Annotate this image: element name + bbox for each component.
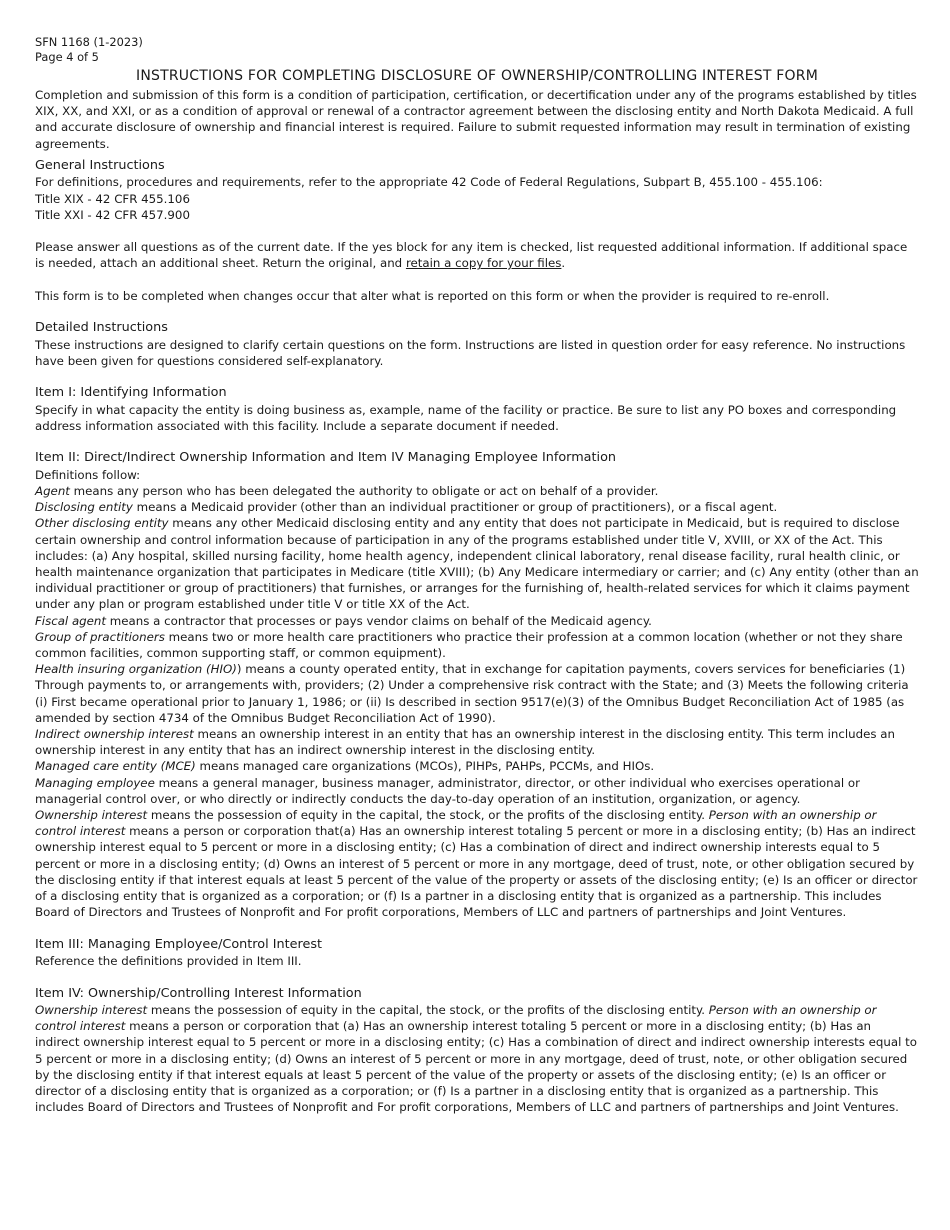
detailed-instructions-text: These instructions are designed to clarify certain questions on the form. Instructions are listed in question order for easy reference. No instructions have been given for questions considered self-explanatory. — [35, 337, 906, 368]
item-4-ownership-definition — [35, 1002, 919, 1115]
definition-text: ) means a county operated entity, that in exchange for capitation payments, covers services for beneficiaries (1) Through payments to, or arrangements with, providers; (2) Under a comprehensive risk contract with the State; and (3) Meets the following criteria (i) First became operational prior to January 1, 1986; or (ii) Is described in section 9517(e)(3) of the Omnibus Budget Reconciliation Act of 1985 (as amended by section 4734 of the Omnibus Budget Reconciliation Act of 1990). — [35, 662, 909, 725]
detailed-instructions-heading: Detailed Instructions — [35, 320, 168, 336]
definition-term: Ownership interest — [35, 808, 148, 823]
item-1-text: Specify in what capacity the entity is doing business as, example, name of the facility or practice. Be sure to list any PO boxes and corresponding address information associated with this facility. Include a separate document if needed. — [35, 402, 897, 433]
instructions-page — [35, 35, 919, 1115]
answer-text: Please answer all questions as of the current date. If the yes block for any item is checked, list requested additional information. If additional space is needed, attach an additional sheet. Return the original, and — [35, 240, 908, 271]
definition-text: means any other Medicaid disclosing entity and any entity that does not participate in Medicaid, but is required to disclose certain ownership and control information because of participation in any of the programs established under title V, XVIII, or XX of the Act. This includes: (a) Any hospital, skilled nursing facility, home health agency, independent clinical laboratory, renal disease facility, rural health clinic, or health maintenance organization that participates in Medicare (title XVIII); (b) Any Medicare intermediary or carrier; and (c) Any entity (other than an individual practitioner or group of practitioners) that furnishes, or arranges for the furnishing of, health-related services for which it claims payment under any plan or program established under title V or title XX of the Act. — [35, 516, 919, 612]
changes-note: This form is to be completed when changes occur that alter what is reported on this form or when the provider is required to re-enroll. — [35, 288, 830, 303]
definition-term: Managed care entity (MCE) — [35, 759, 196, 774]
definition-term: Ownership interest — [35, 1003, 148, 1018]
definition-term: Person with an ownership or control interest — [35, 808, 877, 839]
title-xix-reference: Title XIX - 42 CFR 455.106 — [35, 191, 190, 206]
definition-ownership-interest — [35, 807, 919, 920]
definition-managing-employee — [35, 775, 919, 807]
definition-fiscal-agent — [35, 613, 919, 629]
definition-text: means an ownership interest in an entity that has an ownership interest in the disclosing entity. This term includes an ownership interest in any entity that has an indirect ownership interest in the disclosing entity. — [35, 727, 895, 758]
definition-text: means a person or corporation that(a) Has an ownership interest totaling 5 percent or more in a disclosing entity; (b) Has an indirect ownership interest equal to 5 percent or more in a disclosing entity; (c) Has a combination of direct and indirect ownership interests equal to 5 percent or more in a disclosing entity; (d) Owns an interest of 5 percent or more in any mortgage, deed of trust, note, or other obligation secured by the disclosing entity if that interest equals at least 5 percent of the value of the property or assets of the disclosing entity; (e) Is an officer or director of a disclosing entity that is organized as a corporation; or (f) Is a partner in a disclosing entity that is organized as a partnership. This includes Board of Directors and Trustees of Nonprofit and For profit corporations, Members of LLC and partners of partnerships and Joint Ventures. — [35, 824, 918, 920]
definitions-intro: Definitions follow: — [35, 467, 141, 482]
item-1-heading: Item I: Identifying Information — [35, 385, 227, 401]
title-xxi-reference: Title XXI - 42 CFR 457.900 — [35, 207, 190, 222]
definition-text: means a Medicaid provider (other than an individual practitioner or group of practitioners), or a fiscal agent. — [132, 500, 778, 515]
item-4-heading: Item IV: Ownership/Controlling Interest Information — [35, 985, 362, 1001]
definition-disclosing-entity — [35, 499, 919, 515]
item-3-text: Reference the definitions provided in Item III. — [35, 954, 302, 969]
definition-text: means a person or corporation that (a) Has an ownership interest totaling 5 percent or more in a disclosing entity; (b) Has an indirect ownership interest equal to 5 percent or more in a disclosing entity; (c) Has a combination of direct and indirect ownership interests equal to 5 percent or more in a disclosing entity; (d) Owns an interest of 5 percent or more in any mortgage, deed of trust, note, or other obligation secured by the disclosing entity if that interest equals at least 5 percent of the value of the property or assets of the disclosing entity; (e) Is an officer or director of a disclosing entity that is organized as a corporation; or (f) Is a partner in a disclosing entity that is organized as a partnership. This includes Board of Directors and Trustees of Nonprofit and For profit corporations, Members of LLC and partners of partnerships and Joint Ventures. — [35, 1019, 917, 1115]
definition-term: Group of practitioners — [35, 629, 165, 644]
definition-text: means two or more health care practitioners who practice their profession at a common location (whether or not they share common facilities, common supporting staff, or common equipment). — [35, 629, 903, 661]
answer-instructions — [35, 239, 919, 271]
definition-text: means the possession of equity in the capital, the stock, or the profits of the disclosing entity. — [147, 808, 709, 823]
page-title: INSTRUCTIONS FOR COMPLETING DISCLOSURE OF OWNERSHIP/CONTROLLING INTEREST FORM — [136, 68, 818, 84]
general-instructions-heading: General Instructions — [35, 157, 165, 173]
definition-text: means any person who has been delegated the authority to obligate or act on behalf of a provider. — [69, 483, 659, 498]
definition-term: Fiscal agent — [35, 613, 107, 628]
form-number: SFN 1168 (1-2023) — [35, 35, 143, 49]
definition-term: Agent — [35, 483, 70, 498]
definition-term: Managing employee — [35, 775, 155, 790]
definition-text: means a general manager, business manager, administrator, director, or other individual who exercises operational or managerial control over, or who directly or indirectly conducts the day-to-day operation of an institution, organization, or agency. — [35, 775, 860, 806]
item-2-heading: Item II: Direct/Indirect Ownership Information and Item IV Managing Employee Information — [35, 450, 617, 466]
definition-other-disclosing-entity — [35, 515, 919, 612]
definition-text: means a contractor that processes or pays vendor claims on behalf of the Medicaid agency. — [106, 613, 652, 628]
definition-term: Indirect ownership interest — [35, 727, 194, 742]
answer-end: . — [561, 256, 566, 271]
cfr-reference: For definitions, procedures and requirements, refer to the appropriate 42 Code of Federal Regulations, Subpart B, 455.100 - 455.106: — [35, 175, 823, 190]
definition-term: Other disclosing entity — [35, 516, 169, 531]
definition-indirect-ownership — [35, 726, 919, 758]
definition-term: Disclosing entity — [35, 500, 133, 515]
page-number: Page 4 of 5 — [35, 49, 99, 64]
definitions-list — [35, 483, 919, 920]
definition-term: Health insuring organization (HIO) — [35, 662, 237, 677]
definition-term: Person with an ownership or control interest — [35, 1003, 877, 1034]
definition-agent — [35, 483, 919, 499]
definition-text: means managed care organizations (MCOs), PIHPs, PAHPs, PCCMs, and HIOs. — [195, 759, 655, 774]
definition-text: means the possession of equity in the capital, the stock, or the profits of the disclosing entity. — [147, 1003, 709, 1018]
definition-mce — [35, 758, 919, 774]
retain-copy-note: retain a copy for your files — [405, 256, 562, 271]
definition-group-of-practitioners — [35, 629, 919, 661]
definition-hio — [35, 661, 919, 726]
item-3-heading: Item III: Managing Employee/Control Interest — [35, 936, 323, 952]
intro-paragraph: Completion and submission of this form is a condition of participation, certification, or decertification under any of the programs established by titles XIX, XX, and XXI, or as a condition of approval or renewal of a contractor agreement between the disclosing entity and North Dakota Medicaid. A full and accurate disclosure of ownership and financial interest is required. Failure to submit requested information may result in termination of existing agreements. — [35, 88, 917, 151]
